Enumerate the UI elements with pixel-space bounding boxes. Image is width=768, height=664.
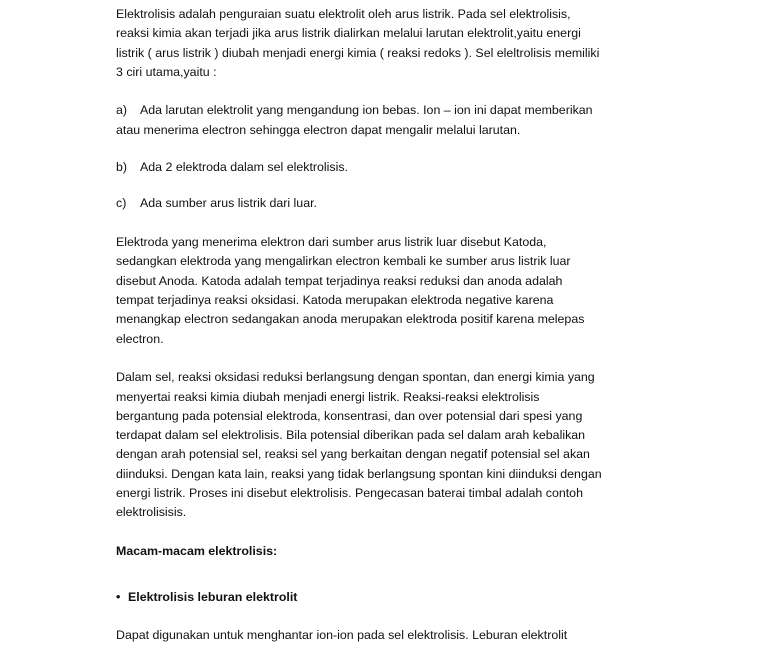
text-line: energi listrik. Proses ini disebut elektrolisis. Pengecasan baterai timbal adalah contoh <box>116 486 583 501</box>
list-item-b <box>116 158 676 177</box>
text-line: dengan arah potensial sel, reaksi sel yang berkaitan dengan negatif potensial sel akan <box>116 447 590 462</box>
list-item-text: Ada larutan elektrolit yang mengandung ion bebas. Ion – ion ini dapat memberikan <box>140 103 593 118</box>
list-marker: a) <box>116 103 128 118</box>
text-line: Dalam sel, reaksi oksidasi reduksi berlangsung dengan spontan, dan energi kimia yang <box>116 370 595 385</box>
text-line: bergantung pada potensial elektroda, konsentrasi, dan over potensial dari spesi yang <box>116 408 583 423</box>
list-item-c <box>116 194 676 213</box>
list-marker: b) <box>116 159 128 174</box>
list-item-text: Ada 2 elektroda dalam sel elektrolisis. <box>140 159 348 174</box>
text-line: terdapat dalam sel elektrolisis. Bila potensial diberikan pada sel dalam arah kebalikan <box>116 428 586 443</box>
text-line <box>116 158 676 177</box>
list-marker: c) <box>116 196 127 211</box>
text-line: sedangkan elektroda yang mengalirkan electron kembali ke sumber arus listrik luar <box>116 254 571 269</box>
text-line: diinduksi. Dengan kata lain, reaksi yang tidak berlangsung spontan kini diinduksi dengan <box>116 466 602 481</box>
list-item-text: Ada sumber arus listrik dari luar. <box>140 196 317 211</box>
bullet-icon: • <box>116 590 121 605</box>
text-line: reaksi kimia akan terjadi jika arus listrik dialirkan melalui larutan elektrolit,yaitu energi <box>116 26 581 41</box>
text-line: Dapat digunakan untuk menghantar ion-ion pada sel elektrolisis. Leburan elektrolit <box>116 627 568 642</box>
text-line: 3 ciri utama,yaitu : <box>116 64 217 79</box>
text-line: atau menerima electron sehingga electron dapat mengalir melalui larutan. <box>116 122 521 137</box>
text-line: Elektrolisis adalah penguraian suatu elektrolit oleh arus listrik. Pada sel elektrolisis, <box>116 7 571 21</box>
text-line: disebut Anoda. Katoda adalah tempat terjadinya reaksi reduksi dan anoda adalah <box>116 273 563 288</box>
intro-paragraph <box>116 5 676 82</box>
list-item-a <box>116 101 676 140</box>
text-line <box>116 101 676 120</box>
document-body <box>116 5 676 664</box>
subsection-heading <box>116 588 676 607</box>
text-line: listrik ( arus listrik ) diubah menjadi energi kimia ( reaksi redoks ). Sel eleltrolisis memiliki <box>116 45 600 60</box>
cell-paragraph <box>116 368 676 522</box>
section-heading: Macam-macam elektrolisis: <box>116 543 278 558</box>
text-line: Elektroda yang menerima elektron dari sumber arus listrik luar disebut Katoda, <box>116 235 547 250</box>
text-line: tempat terjadinya reaksi oksidasi. Katoda merupakan elektroda negative karena <box>116 293 554 308</box>
text-line: menangkap electron sedangakan anoda merupakan elektroda positif karena melepas <box>116 312 585 327</box>
text-line <box>116 194 676 213</box>
leburan-paragraph <box>116 626 676 645</box>
electrodes-paragraph <box>116 233 676 349</box>
text-line: elektrolisisis. <box>116 505 187 520</box>
text-line: electron. <box>116 331 164 346</box>
subsection-title: Elektrolisis leburan elektrolit <box>128 590 298 605</box>
text-line: menyertai reaksi kimia diubah menjadi energi listrik. Reaksi-reaksi elektrolisis <box>116 389 540 404</box>
